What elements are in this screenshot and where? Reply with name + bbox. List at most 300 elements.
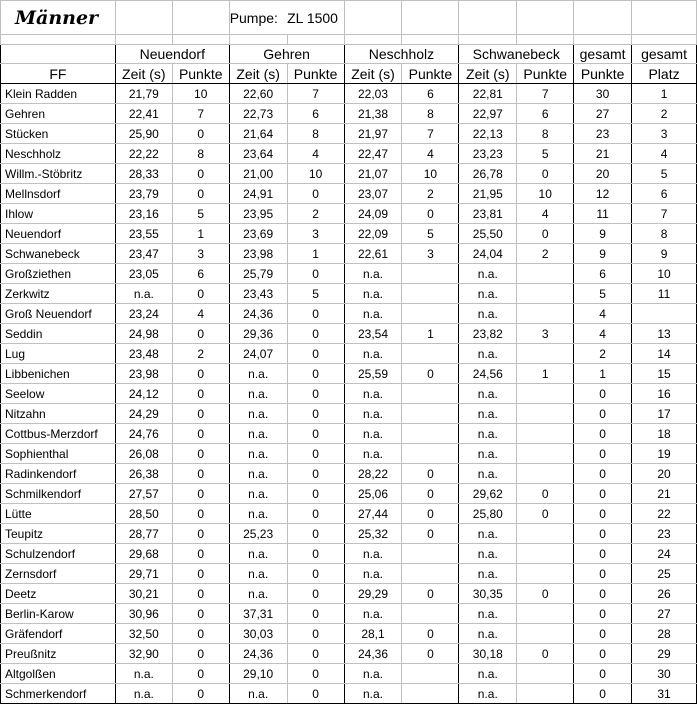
group-header: Gehren xyxy=(229,45,344,64)
ff-name: Seddin xyxy=(1,324,116,344)
gehren-punkte: 0 xyxy=(287,544,344,564)
schwanebeck-punkte xyxy=(517,524,574,544)
gehren-punkte: 2 xyxy=(287,204,344,224)
neschholz-punkte: 5 xyxy=(402,224,459,244)
schwanebeck-zeit: 30,18 xyxy=(459,644,517,664)
table-row xyxy=(1,564,697,584)
ff-name: Schmilkendorf xyxy=(1,484,116,504)
neschholz-zeit: n.a. xyxy=(344,384,402,404)
table-row xyxy=(1,584,697,604)
ff-name: Teupitz xyxy=(1,524,116,544)
schwanebeck-zeit: 25,50 xyxy=(459,224,517,244)
neuendorf-punkte: 0 xyxy=(172,504,229,524)
gehren-punkte: 0 xyxy=(287,304,344,324)
neuendorf-punkte: 0 xyxy=(172,664,229,684)
neuendorf-punkte: 6 xyxy=(172,264,229,284)
schwanebeck-zeit: n.a. xyxy=(459,304,517,324)
gesamt-platz: 18 xyxy=(632,424,697,444)
neuendorf-punkte: 0 xyxy=(172,324,229,344)
neuendorf-zeit: 23,24 xyxy=(115,304,172,324)
ff-name: Cottbus-Merzdorf xyxy=(1,424,116,444)
schwanebeck-zeit: n.a. xyxy=(459,384,517,404)
table-row xyxy=(1,684,697,704)
neschholz-zeit: n.a. xyxy=(344,564,402,584)
neschholz-zeit: n.a. xyxy=(344,404,402,424)
schwanebeck-zeit: n.a. xyxy=(459,684,517,704)
neschholz-punkte xyxy=(402,384,459,404)
neuendorf-punkte: 1 xyxy=(172,224,229,244)
neuendorf-punkte: 3 xyxy=(172,244,229,264)
schwanebeck-punkte xyxy=(517,404,574,424)
gesamt-punkte: 5 xyxy=(574,284,632,304)
neschholz-zeit: 21,07 xyxy=(344,164,402,184)
schwanebeck-zeit: 22,13 xyxy=(459,124,517,144)
schwanebeck-punkte xyxy=(517,624,574,644)
gehren-punkte: 0 xyxy=(287,484,344,504)
neuendorf-punkte: 2 xyxy=(172,344,229,364)
gesamt-punkte: 11 xyxy=(574,204,632,224)
schwanebeck-zeit: n.a. xyxy=(459,424,517,444)
neuendorf-zeit: 24,98 xyxy=(115,324,172,344)
gehren-zeit: 29,10 xyxy=(229,664,287,684)
schwanebeck-punkte xyxy=(517,604,574,624)
neuendorf-punkte: 0 xyxy=(172,424,229,444)
schwanebeck-zeit: 25,80 xyxy=(459,504,517,524)
ff-name: Deetz xyxy=(1,584,116,604)
neuendorf-punkte: 0 xyxy=(172,464,229,484)
gesamt-platz: 26 xyxy=(632,584,697,604)
gesamt-platz: 15 xyxy=(632,364,697,384)
table-row xyxy=(1,244,697,264)
neuendorf-punkte: 0 xyxy=(172,444,229,464)
gesamt-platz: 9 xyxy=(632,244,697,264)
schwanebeck-zeit: 22,81 xyxy=(459,84,517,104)
neschholz-zeit: 23,07 xyxy=(344,184,402,204)
ff-name: Schwanebeck xyxy=(1,244,116,264)
neuendorf-punkte: 0 xyxy=(172,564,229,584)
neuendorf-zeit: 23,05 xyxy=(115,264,172,284)
table-row xyxy=(1,384,697,404)
gesamt-punkte: 6 xyxy=(574,264,632,284)
neschholz-punkte xyxy=(402,664,459,684)
ff-name: Altgolßen xyxy=(1,664,116,684)
table-row xyxy=(1,604,697,624)
gehren-zeit: 21,64 xyxy=(229,124,287,144)
table-row xyxy=(1,124,697,144)
gehren-zeit: n.a. xyxy=(229,484,287,504)
gehren-zeit: 24,36 xyxy=(229,304,287,324)
group-header: Neschholz xyxy=(344,45,459,64)
neuendorf-punkte: 0 xyxy=(172,404,229,424)
gesamt-platz: 6 xyxy=(632,184,697,204)
neuendorf-punkte: 10 xyxy=(172,84,229,104)
neuendorf-zeit: 28,50 xyxy=(115,504,172,524)
ff-name: Radinkendorf xyxy=(1,464,116,484)
neschholz-zeit: 28,22 xyxy=(344,464,402,484)
gesamt-platz: 23 xyxy=(632,524,697,544)
gesamt-punkte: 4 xyxy=(574,324,632,344)
neuendorf-punkte: 0 xyxy=(172,164,229,184)
neuendorf-zeit: 28,77 xyxy=(115,524,172,544)
gesamt-platz: 29 xyxy=(632,644,697,664)
neuendorf-punkte: 0 xyxy=(172,124,229,144)
neuendorf-zeit: 32,50 xyxy=(115,624,172,644)
table-row xyxy=(1,84,697,104)
gesamt-punkte: 0 xyxy=(574,664,632,684)
gesamt-platz: 5 xyxy=(632,164,697,184)
schwanebeck-punkte: 1 xyxy=(517,364,574,384)
gesamt-punkte: 9 xyxy=(574,224,632,244)
gesamt-punkte: 20 xyxy=(574,164,632,184)
neschholz-zeit: 24,36 xyxy=(344,644,402,664)
neschholz-zeit: n.a. xyxy=(344,264,402,284)
neschholz-punkte xyxy=(402,544,459,564)
gesamt-punkte: 0 xyxy=(574,504,632,524)
column-header: Punkte xyxy=(402,64,459,84)
neuendorf-zeit: 23,98 xyxy=(115,364,172,384)
neuendorf-zeit: 22,22 xyxy=(115,144,172,164)
schwanebeck-zeit: 29,62 xyxy=(459,484,517,504)
schwanebeck-punkte xyxy=(517,444,574,464)
gesamt-punkte: 0 xyxy=(574,484,632,504)
gehren-punkte: 0 xyxy=(287,604,344,624)
schwanebeck-zeit: 24,56 xyxy=(459,364,517,384)
gehren-punkte: 8 xyxy=(287,124,344,144)
neuendorf-punkte: 0 xyxy=(172,544,229,564)
neuendorf-punkte: 0 xyxy=(172,384,229,404)
schwanebeck-zeit: n.a. xyxy=(459,624,517,644)
neschholz-punkte: 10 xyxy=(402,164,459,184)
gehren-punkte: 0 xyxy=(287,524,344,544)
gesamt-platz: 16 xyxy=(632,384,697,404)
schwanebeck-punkte: 0 xyxy=(517,584,574,604)
gesamt-platz: 21 xyxy=(632,484,697,504)
neschholz-zeit: n.a. xyxy=(344,544,402,564)
neuendorf-zeit: 23,48 xyxy=(115,344,172,364)
gehren-punkte: 0 xyxy=(287,584,344,604)
gesamt-platz: 4 xyxy=(632,144,697,164)
neschholz-zeit: n.a. xyxy=(344,284,402,304)
ff-name: Willm.-Stöbritz xyxy=(1,164,116,184)
neschholz-zeit: 29,29 xyxy=(344,584,402,604)
neuendorf-zeit: 22,41 xyxy=(115,104,172,124)
table-row xyxy=(1,504,697,524)
table-row xyxy=(1,204,697,224)
neuendorf-zeit: 23,16 xyxy=(115,204,172,224)
gesamt-punkte: 0 xyxy=(574,464,632,484)
gehren-zeit: 37,31 xyxy=(229,604,287,624)
neuendorf-punkte: 4 xyxy=(172,304,229,324)
gehren-punkte: 0 xyxy=(287,424,344,444)
neuendorf-zeit: 29,71 xyxy=(115,564,172,584)
neschholz-punkte: 0 xyxy=(402,464,459,484)
neuendorf-zeit: 23,55 xyxy=(115,224,172,244)
column-header: Punkte xyxy=(287,64,344,84)
gesamt-punkte: 0 xyxy=(574,644,632,664)
table-row xyxy=(1,524,697,544)
ff-name: Lütte xyxy=(1,504,116,524)
gehren-zeit: n.a. xyxy=(229,444,287,464)
neschholz-zeit: 24,09 xyxy=(344,204,402,224)
group-header: gesamt xyxy=(574,45,632,64)
gehren-zeit: 23,43 xyxy=(229,284,287,304)
schwanebeck-zeit: 23,81 xyxy=(459,204,517,224)
neschholz-punkte: 0 xyxy=(402,364,459,384)
neuendorf-zeit: 25,90 xyxy=(115,124,172,144)
neschholz-punkte: 7 xyxy=(402,124,459,144)
neuendorf-zeit: 28,33 xyxy=(115,164,172,184)
gehren-zeit: n.a. xyxy=(229,404,287,424)
neschholz-zeit: 22,47 xyxy=(344,144,402,164)
neschholz-punkte: 3 xyxy=(402,244,459,264)
schwanebeck-punkte: 0 xyxy=(517,504,574,524)
gesamt-platz: 25 xyxy=(632,564,697,584)
schwanebeck-zeit: 22,97 xyxy=(459,104,517,124)
gesamt-punkte: 0 xyxy=(574,544,632,564)
neuendorf-zeit: 26,08 xyxy=(115,444,172,464)
neschholz-zeit: 27,44 xyxy=(344,504,402,524)
gesamt-platz: 31 xyxy=(632,684,697,704)
schwanebeck-zeit: 26,78 xyxy=(459,164,517,184)
table-row xyxy=(1,624,697,644)
gehren-punkte: 0 xyxy=(287,404,344,424)
column-header: Platz xyxy=(632,64,697,84)
neschholz-punkte xyxy=(402,424,459,444)
table-row xyxy=(1,484,697,504)
gesamt-punkte: 30 xyxy=(574,84,632,104)
gehren-zeit: 29,36 xyxy=(229,324,287,344)
gehren-punkte: 7 xyxy=(287,84,344,104)
gesamt-platz xyxy=(632,304,697,324)
gesamt-platz: 27 xyxy=(632,604,697,624)
neuendorf-punkte: 0 xyxy=(172,484,229,504)
table-row xyxy=(1,164,697,184)
column-header: Punkte xyxy=(574,64,632,84)
gesamt-punkte: 0 xyxy=(574,584,632,604)
gehren-zeit: n.a. xyxy=(229,684,287,704)
gehren-punkte: 5 xyxy=(287,284,344,304)
gehren-zeit: n.a. xyxy=(229,544,287,564)
table-row xyxy=(1,324,697,344)
gesamt-platz: 11 xyxy=(632,284,697,304)
neuendorf-zeit: 29,68 xyxy=(115,544,172,564)
gesamt-platz: 7 xyxy=(632,204,697,224)
column-header: Zeit (s) xyxy=(115,64,172,84)
gehren-zeit: n.a. xyxy=(229,504,287,524)
neuendorf-punkte: 0 xyxy=(172,584,229,604)
schwanebeck-zeit: n.a. xyxy=(459,664,517,684)
ff-name: Seelow xyxy=(1,384,116,404)
neuendorf-zeit: n.a. xyxy=(115,284,172,304)
gehren-zeit: 25,23 xyxy=(229,524,287,544)
ff-name: Lug xyxy=(1,344,116,364)
column-header: Punkte xyxy=(517,64,574,84)
gesamt-punkte: 21 xyxy=(574,144,632,164)
gehren-zeit: 24,36 xyxy=(229,644,287,664)
gehren-zeit: 25,79 xyxy=(229,264,287,284)
neschholz-zeit: n.a. xyxy=(344,444,402,464)
table-row xyxy=(1,464,697,484)
schwanebeck-punkte xyxy=(517,344,574,364)
gehren-zeit: 23,98 xyxy=(229,244,287,264)
gesamt-platz: 19 xyxy=(632,444,697,464)
neschholz-zeit: 25,59 xyxy=(344,364,402,384)
gesamt-platz: 1 xyxy=(632,84,697,104)
neuendorf-punkte: 7 xyxy=(172,104,229,124)
gehren-zeit: 23,64 xyxy=(229,144,287,164)
neuendorf-punkte: 0 xyxy=(172,684,229,704)
gesamt-punkte: 23 xyxy=(574,124,632,144)
neschholz-zeit: 22,03 xyxy=(344,84,402,104)
neschholz-punkte: 0 xyxy=(402,624,459,644)
gehren-zeit: 30,03 xyxy=(229,624,287,644)
neuendorf-punkte: 0 xyxy=(172,184,229,204)
neuendorf-punkte: 0 xyxy=(172,644,229,664)
gesamt-platz: 14 xyxy=(632,344,697,364)
schwanebeck-zeit: 23,82 xyxy=(459,324,517,344)
gehren-punkte: 0 xyxy=(287,324,344,344)
neschholz-zeit: 21,38 xyxy=(344,104,402,124)
neschholz-zeit: 22,09 xyxy=(344,224,402,244)
table-row xyxy=(1,404,697,424)
gesamt-punkte: 0 xyxy=(574,444,632,464)
ff-name: Mellnsdorf xyxy=(1,184,116,204)
gehren-zeit: 22,73 xyxy=(229,104,287,124)
table-row xyxy=(1,224,697,244)
neschholz-zeit: 22,61 xyxy=(344,244,402,264)
schwanebeck-zeit: n.a. xyxy=(459,564,517,584)
group-header: Neuendorf xyxy=(115,45,229,64)
ff-name: Ihlow xyxy=(1,204,116,224)
schwanebeck-punkte: 4 xyxy=(517,204,574,224)
ff-name: Schmerkendorf xyxy=(1,684,116,704)
gesamt-platz: 10 xyxy=(632,264,697,284)
gehren-punkte: 0 xyxy=(287,564,344,584)
neuendorf-zeit: 26,38 xyxy=(115,464,172,484)
neschholz-punkte xyxy=(402,284,459,304)
gesamt-punkte: 0 xyxy=(574,604,632,624)
gehren-zeit: n.a. xyxy=(229,584,287,604)
schwanebeck-punkte xyxy=(517,284,574,304)
schwanebeck-punkte xyxy=(517,684,574,704)
gehren-punkte: 0 xyxy=(287,364,344,384)
neuendorf-punkte: 8 xyxy=(172,144,229,164)
column-header: Punkte xyxy=(172,64,229,84)
gehren-punkte: 0 xyxy=(287,684,344,704)
gesamt-punkte: 12 xyxy=(574,184,632,204)
gehren-zeit: n.a. xyxy=(229,424,287,444)
neschholz-zeit: 21,97 xyxy=(344,124,402,144)
gehren-punkte: 0 xyxy=(287,464,344,484)
schwanebeck-zeit: 23,23 xyxy=(459,144,517,164)
schwanebeck-zeit: n.a. xyxy=(459,544,517,564)
schwanebeck-zeit: 21,95 xyxy=(459,184,517,204)
gesamt-platz: 20 xyxy=(632,464,697,484)
gehren-zeit: 21,00 xyxy=(229,164,287,184)
neuendorf-zeit: n.a. xyxy=(115,684,172,704)
gesamt-punkte: 0 xyxy=(574,424,632,444)
neschholz-zeit: n.a. xyxy=(344,344,402,364)
neschholz-zeit: n.a. xyxy=(344,424,402,444)
gesamt-punkte: 4 xyxy=(574,304,632,324)
schwanebeck-punkte: 3 xyxy=(517,324,574,344)
sheet-title: Männer xyxy=(1,1,116,35)
ff-name: Stücken xyxy=(1,124,116,144)
neschholz-punkte: 6 xyxy=(402,84,459,104)
schwanebeck-zeit: n.a. xyxy=(459,284,517,304)
neschholz-punkte xyxy=(402,564,459,584)
schwanebeck-punkte: 10 xyxy=(517,184,574,204)
gehren-zeit: n.a. xyxy=(229,464,287,484)
neuendorf-punkte: 0 xyxy=(172,364,229,384)
gehren-punkte: 1 xyxy=(287,244,344,264)
neuendorf-punkte: 0 xyxy=(172,524,229,544)
neuendorf-zeit: 30,21 xyxy=(115,584,172,604)
table-row xyxy=(1,664,697,684)
schwanebeck-punkte xyxy=(517,564,574,584)
pumpe-value: ZL 1500 xyxy=(287,1,344,35)
gehren-punkte: 0 xyxy=(287,264,344,284)
gesamt-platz: 2 xyxy=(632,104,697,124)
neuendorf-zeit: 24,76 xyxy=(115,424,172,444)
gesamt-platz: 3 xyxy=(632,124,697,144)
schwanebeck-zeit: n.a. xyxy=(459,264,517,284)
schwanebeck-punkte: 8 xyxy=(517,124,574,144)
ff-name: Nitzahn xyxy=(1,404,116,424)
table-row xyxy=(1,104,697,124)
gesamt-punkte: 2 xyxy=(574,344,632,364)
gehren-punkte: 0 xyxy=(287,644,344,664)
gesamt-platz: 24 xyxy=(632,544,697,564)
ff-name: Zernsdorf xyxy=(1,564,116,584)
schwanebeck-punkte xyxy=(517,664,574,684)
gehren-punkte: 3 xyxy=(287,224,344,244)
table-row xyxy=(1,344,697,364)
neschholz-punkte: 2 xyxy=(402,184,459,204)
gehren-punkte: 10 xyxy=(287,164,344,184)
gesamt-platz: 28 xyxy=(632,624,697,644)
neuendorf-zeit: 30,96 xyxy=(115,604,172,624)
neschholz-punkte: 0 xyxy=(402,204,459,224)
gesamt-punkte: 0 xyxy=(574,524,632,544)
schwanebeck-punkte xyxy=(517,424,574,444)
neschholz-punkte xyxy=(402,264,459,284)
gesamt-punkte: 0 xyxy=(574,624,632,644)
gehren-punkte: 0 xyxy=(287,624,344,644)
schwanebeck-punkte xyxy=(517,264,574,284)
neuendorf-zeit: 23,79 xyxy=(115,184,172,204)
gehren-punkte: 0 xyxy=(287,344,344,364)
schwanebeck-zeit: n.a. xyxy=(459,444,517,464)
schwanebeck-punkte xyxy=(517,304,574,324)
neschholz-zeit: n.a. xyxy=(344,664,402,684)
schwanebeck-punkte: 7 xyxy=(517,84,574,104)
schwanebeck-punkte: 0 xyxy=(517,224,574,244)
gehren-zeit: 23,95 xyxy=(229,204,287,224)
schwanebeck-zeit: n.a. xyxy=(459,404,517,424)
neuendorf-zeit: n.a. xyxy=(115,664,172,684)
gehren-zeit: 24,07 xyxy=(229,344,287,364)
gehren-punkte: 0 xyxy=(287,384,344,404)
table-row xyxy=(1,444,697,464)
schwanebeck-zeit: 30,35 xyxy=(459,584,517,604)
ff-name: Neuendorf xyxy=(1,224,116,244)
schwanebeck-punkte: 0 xyxy=(517,484,574,504)
neschholz-zeit: 28,1 xyxy=(344,624,402,644)
gehren-punkte: 0 xyxy=(287,184,344,204)
ff-name: Klein Radden xyxy=(1,84,116,104)
gehren-punkte: 4 xyxy=(287,144,344,164)
